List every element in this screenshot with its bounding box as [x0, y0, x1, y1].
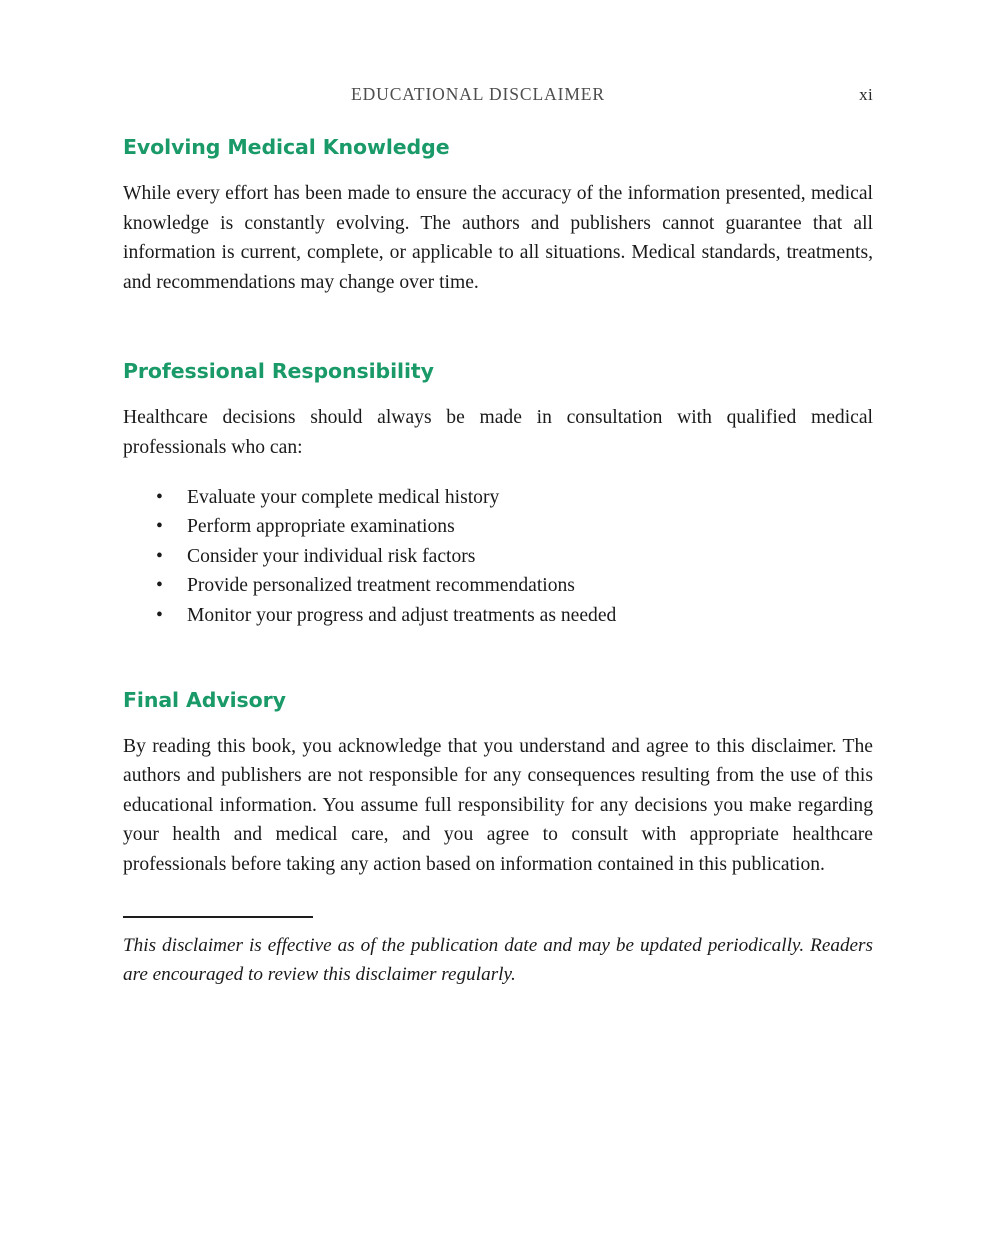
bullet-icon: •	[156, 604, 163, 626]
spacer	[123, 385, 873, 403]
list-item	[123, 483, 873, 513]
spacer	[123, 631, 873, 686]
spacer	[123, 918, 873, 931]
footnote-text: This disclaimer is effective as of the publication date and may be updated periodically. Readers are encouraged to review this disclaimer regularly.	[123, 934, 873, 986]
responsibility-bullet-list	[123, 483, 873, 631]
list-item-label: Perform appropriate examinations	[187, 516, 455, 538]
list-item-label: Monitor your progress and adjust treatments as needed	[187, 604, 617, 626]
page-number: xi	[859, 85, 873, 104]
running-header	[123, 84, 873, 108]
section-paragraph-evolving-medical-knowledge: While every effort has been made to ensure the accuracy of the information presented, medical knowledge is constantly evolving. The authors and publishers cannot guarantee that all information is current, complete, or applicable to all situations. Medical standards, treatments, and recommendations may change over time.	[123, 183, 873, 293]
list-item	[123, 512, 873, 542]
list-item-label: Provide personalized treatment recommendations	[187, 575, 575, 597]
running-header-title: EDUCATIONAL DISCLAIMER	[351, 84, 605, 104]
section-paragraph-final-advisory: By reading this book, you acknowledge that you understand and agree to this disclaimer. The authors and publishers are not responsible for any consequences resulting from the use of this educational information. You assume full responsibility for any decisions you make regarding your health and medical care, and you agree to consult with appropriate healthcare professionals before taking any action based on information contained in this publication.	[123, 735, 873, 875]
section-heading-evolving-medical-knowledge: Evolving Medical Knowledge	[123, 135, 450, 159]
spacer	[123, 880, 873, 916]
list-item	[123, 601, 873, 631]
section-paragraph-professional-responsibility: Healthcare decisions should always be made in consultation with qualified medical professionals who can:	[123, 407, 873, 458]
page-content	[123, 133, 873, 990]
bullet-icon: •	[156, 486, 163, 508]
list-item	[123, 571, 873, 601]
spacer	[123, 714, 873, 732]
spacer	[123, 297, 873, 357]
bullet-icon: •	[156, 545, 163, 567]
bullet-icon: •	[156, 516, 163, 538]
list-item	[123, 542, 873, 572]
list-item-label: Evaluate your complete medical history	[187, 486, 500, 508]
spacer	[123, 463, 873, 483]
section-heading-professional-responsibility: Professional Responsibility	[123, 359, 434, 384]
section-heading-final-advisory: Final Advisory	[123, 687, 286, 712]
list-item-label: Consider your individual risk factors	[187, 545, 476, 567]
bullet-icon: •	[156, 575, 163, 597]
spacer	[123, 161, 873, 179]
